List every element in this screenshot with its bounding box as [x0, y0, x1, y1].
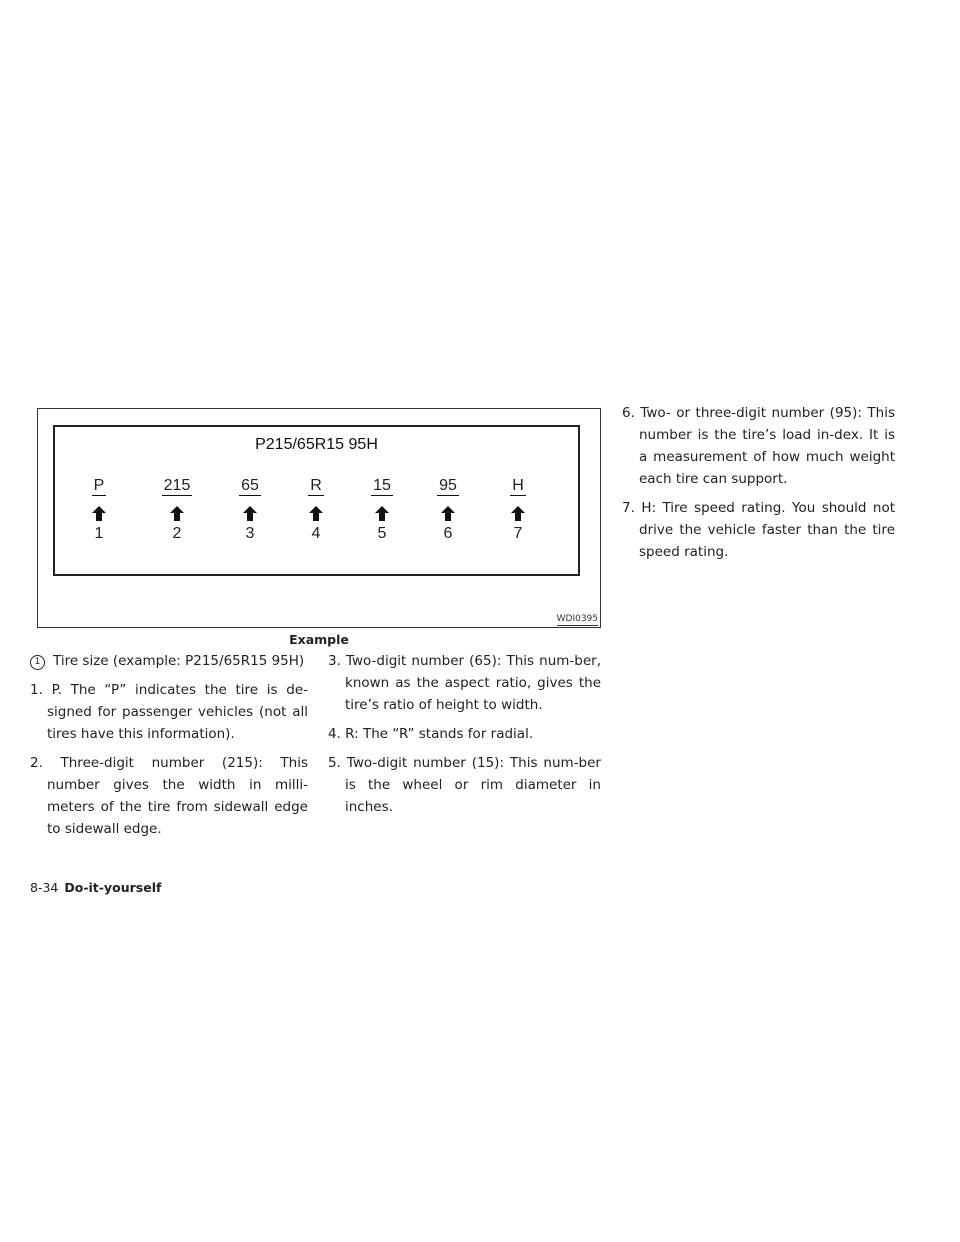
- section-title: Do-it-yourself: [64, 880, 162, 895]
- up-arrow-icon: [243, 506, 257, 521]
- segment-text: 15: [373, 477, 391, 494]
- list-item: 6. Two- or three-digit number (95): This number is the tire’s load in-dex. It is a measurement of how much weight each tire can support.: [622, 405, 895, 487]
- column-middle: [328, 650, 601, 825]
- list-item: 4. R: The “R” stands for radial.: [328, 726, 534, 742]
- intro-paragraph: [30, 650, 308, 672]
- up-arrow-icon: [441, 506, 455, 521]
- tire-size-figure: [37, 408, 601, 628]
- up-arrow-icon: [309, 506, 323, 521]
- segment-text: R: [310, 477, 322, 494]
- up-arrow-icon: [511, 506, 525, 521]
- segment-number: 3: [245, 525, 255, 542]
- page-footer: [30, 880, 161, 895]
- segment-65: [230, 475, 270, 543]
- list-item: 3. Two-digit number (65): This num-ber, known as the aspect ratio, gives the tire’s ratio of height to width.: [328, 653, 601, 713]
- segment-text: H: [512, 477, 524, 494]
- column-right: [622, 402, 895, 570]
- segment-number: 5: [377, 525, 387, 542]
- page-number: 8-34: [30, 880, 59, 895]
- segment-text: 65: [241, 477, 259, 494]
- segment-number: 2: [172, 525, 182, 542]
- segment-number: 4: [311, 525, 321, 542]
- up-arrow-icon: [375, 506, 389, 521]
- figure-id: WDI0395: [556, 614, 598, 624]
- up-arrow-icon: [92, 506, 106, 521]
- circled-number-1-icon: 1: [30, 655, 45, 670]
- figure-caption: Example: [289, 632, 349, 647]
- list-item: 5. Two-digit number (15): This num-ber is the wheel or rim diameter in inches.: [328, 755, 601, 815]
- segment-r: [296, 475, 336, 543]
- list-item: 1. P. The “P” indicates the tire is de-signed for passenger vehicles (not all tires have this information).: [30, 682, 308, 742]
- segment-215: [157, 475, 197, 543]
- tire-label-box: [53, 425, 580, 576]
- segment-number: 7: [513, 525, 523, 542]
- segment-text: 215: [163, 477, 191, 494]
- intro-text: Tire size (example: P215/65R15 95H): [53, 653, 305, 669]
- segment-95: [428, 475, 468, 543]
- segment-h: [498, 475, 538, 543]
- column-left: [30, 650, 308, 847]
- list-item: 7. H: Tire speed rating. You should not drive the vehicle faster than the tire speed rating.: [622, 500, 895, 560]
- segment-number: 6: [443, 525, 453, 542]
- up-arrow-icon: [170, 506, 184, 521]
- tire-size-code: P215/65R15 95H: [255, 436, 378, 453]
- segment-text: 95: [439, 477, 457, 494]
- segment-number: 1: [94, 525, 104, 542]
- segment-text: P: [93, 477, 105, 494]
- list-item: 2. Three-digit number (215): This number gives the width in milli-meters of the tire from sidewall edge to sidewall edge.: [30, 755, 308, 837]
- segment-15: [362, 475, 402, 543]
- segment-p: [79, 475, 119, 543]
